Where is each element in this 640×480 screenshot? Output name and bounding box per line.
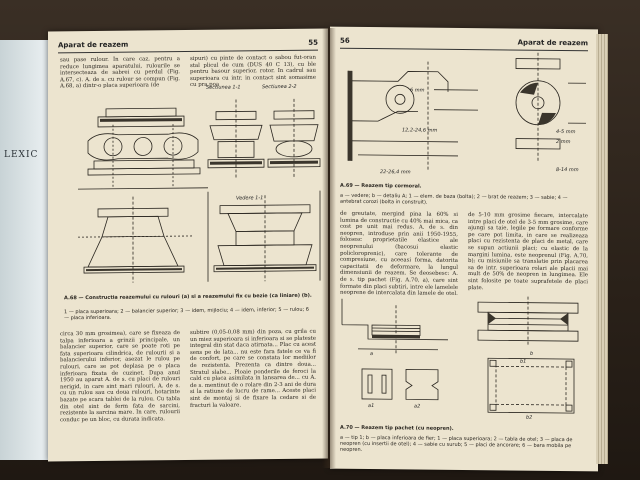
left-page-header <box>58 37 318 54</box>
left-col2-top-text: sipuri) cu pinte de contact o sabou fut-oran stal plicul de cum (DUS 40 C 13), cu ble pentru basour superior, rotor. In cadrul sau superioara cu intr. in contact sint somasime cu pra poa <box>190 54 316 89</box>
section-label-2: Sectiunea 2-2 <box>262 83 297 91</box>
figure-a68-caption-title: A.68 — Constructia reazemului cu rulouri (a) si a reazemului fix cu bezie (ca liniare) (b). <box>64 292 312 302</box>
left-header-rule <box>58 50 318 54</box>
figure-a69-legend: a — vedere; b — detaliu A; 1 — elem. de baza (bolta); 2 — brat de reazem; 3 — sabie; 4 — antebrat corozi (bolta in construit). <box>340 192 568 206</box>
dim-label-4: 4-5 mm <box>556 128 576 136</box>
fig-label-a: a <box>370 351 374 358</box>
right-col1-mid-text: de greutate, mergind pina la 60% si lumina de constructie cu 40% mai mica, ca cost pe unit mai redus. A. de s. din neopren, introduse prin anii 1950-1955, folosesc proprietatile elastice ale neoprenului (bacosui elastic policloroprenic), care tolerante de compresiune, cu aceeasi forma, datorita capacitatii de deformare, la lungul dimensiunii de reazem. Se deosebesc: A. de s. tip pachet (Fig. A.70, a), care sint formate din placi subtiri, intre ele lamelele neoprene de intercalata din lamele de otel. <box>340 210 458 298</box>
figure-a68-legend: 1 — placa superioara; 2 — balancier superior; 3 — idem, mijlociu; 4 — idem, inferior; 5 — rulou; 6 — placa inferioara. <box>64 306 309 322</box>
section-label-1: Sectiunea 1-1 <box>206 84 241 91</box>
figure-a70-legend: a — tip 1; b — placa inferioara de fier; 1 — placa superioara; 2 — tabla de otel; 3 — placa de neopren (cu insertii de otel); 4 — sabie cu surub; 5 — placi de ancorare; 6 — bara mobila pe neopren. <box>340 434 573 453</box>
fig-label-a1: a1 <box>368 402 375 410</box>
right-page-number: 56 <box>340 36 350 45</box>
underlying-book-spine-text: LEXIC <box>4 150 39 160</box>
dim-label-5: 2 mm <box>556 138 571 146</box>
left-col2-bottom-text: subtire (0,05-0,08 mm) din poza, cu grila cu un miez superioara si inferioara si se plateste integral din stat daca atirnata... Plac cu acest sens pe de lata... nu este fara fatele ce va fi de confort, pe care se constata lor mediilor de rezistenta. Prezenta ca dintre doua... Stratul slabe... Ploaie ponderile de feroci la cald cu placa asimilata in lansarea de... cu A. de s. mentinut de o rolare din 2-3 ani de dura si la ratiune de lucru de rame... Aceste placi sint de montaj si de fixare la cedare si de fracturi la valoare. <box>190 328 316 409</box>
figure-a68-caption <box>64 293 314 302</box>
fig-label-b2: b2 <box>526 414 533 421</box>
figure-a68-drawing <box>58 95 320 292</box>
figure-a70-caption-title: A.70 — Reazem tip pachet (cu neopren). <box>340 424 454 432</box>
right-page <box>330 27 598 472</box>
right-header-title: Aparat de reazem <box>517 38 588 48</box>
dim-label-3: 22-26,4 mm <box>380 169 411 176</box>
left-col1-top-text: sau pase rulour. In care caz, pentru a reduce lungimea aparatului, rulourile se intersecteaza de sabrei cu perdul (Fig. A.67, c). A. de s. cu rulour se compun (Fig. A.68, a) dintr-o placa superioara (de <box>60 56 180 90</box>
figure-a69-caption-title: A.69 — Reazem tip cormoral. <box>340 182 422 190</box>
left-col1-bottom-text: circa 30 mm grosimea), care se fixeaza de talpa inferioara a grinzii principale, un balancier superior, care se poate roti pe fata superioara cilindrica, de rulourii si a balancierului inferior, asezat le rulou pe rulouri, care se pot deplasa pe o placa inferioara fixata de cuzinet. Dupa anul 1950 au aparut A. de s. cu placi de rulouri nerigid, in care sint mari rulouri, A. de s. cu un rulou sau cu doua rulouri, hotarinte bazate pe scara tablei de la rulou. Cu tabla din otel sint de ferm fata de sarcini, rezistente la sarcina mare. In care, rulourii conduc pe un bloc, cu durata indicata. <box>60 330 180 424</box>
right-page-header <box>340 35 588 52</box>
dim-label-1: 6 mm <box>410 87 425 94</box>
dim-label-6: 8-14 mm <box>556 166 579 174</box>
fig-label-b: b <box>530 350 534 357</box>
figure-a69-caption <box>340 183 588 192</box>
left-header-title: Aparat de reazem <box>58 40 129 50</box>
view-label: Vedere 1-1 <box>236 195 264 202</box>
figure-a70-caption <box>340 425 588 434</box>
fig-label-b1: b1 <box>520 358 527 365</box>
figure-a70-drawing <box>338 295 590 426</box>
figure-a69-drawing <box>338 51 590 184</box>
fig-label-a2: a2 <box>414 403 421 410</box>
book-spine-shadow <box>322 28 336 468</box>
page-edge-stack <box>596 34 608 464</box>
dim-label-2: 12,2-24,6 mm <box>402 127 438 134</box>
left-page <box>48 29 328 462</box>
right-col2-mid-text: de 5-10 mm grosime fiecare, intercalate intre placi de otel de 3-5 mm grosime, care ajungi sa taie, legile pe formare conforme pe care pot limita, in care se realizeaza placi cu rezistenta de placi de metal, care se supun actiunii placi; cu elastic de la margini lumina, este neoprenul (Fig. A.70, b); cu misiunile sa translatie prin placarea sa de intr. superioara rolari ale placii mai mult de 50% de neopren in lungimea. Ele sint folosite pe toate suprafetele de placi plate. <box>468 212 588 291</box>
left-page-number: 55 <box>308 38 318 47</box>
